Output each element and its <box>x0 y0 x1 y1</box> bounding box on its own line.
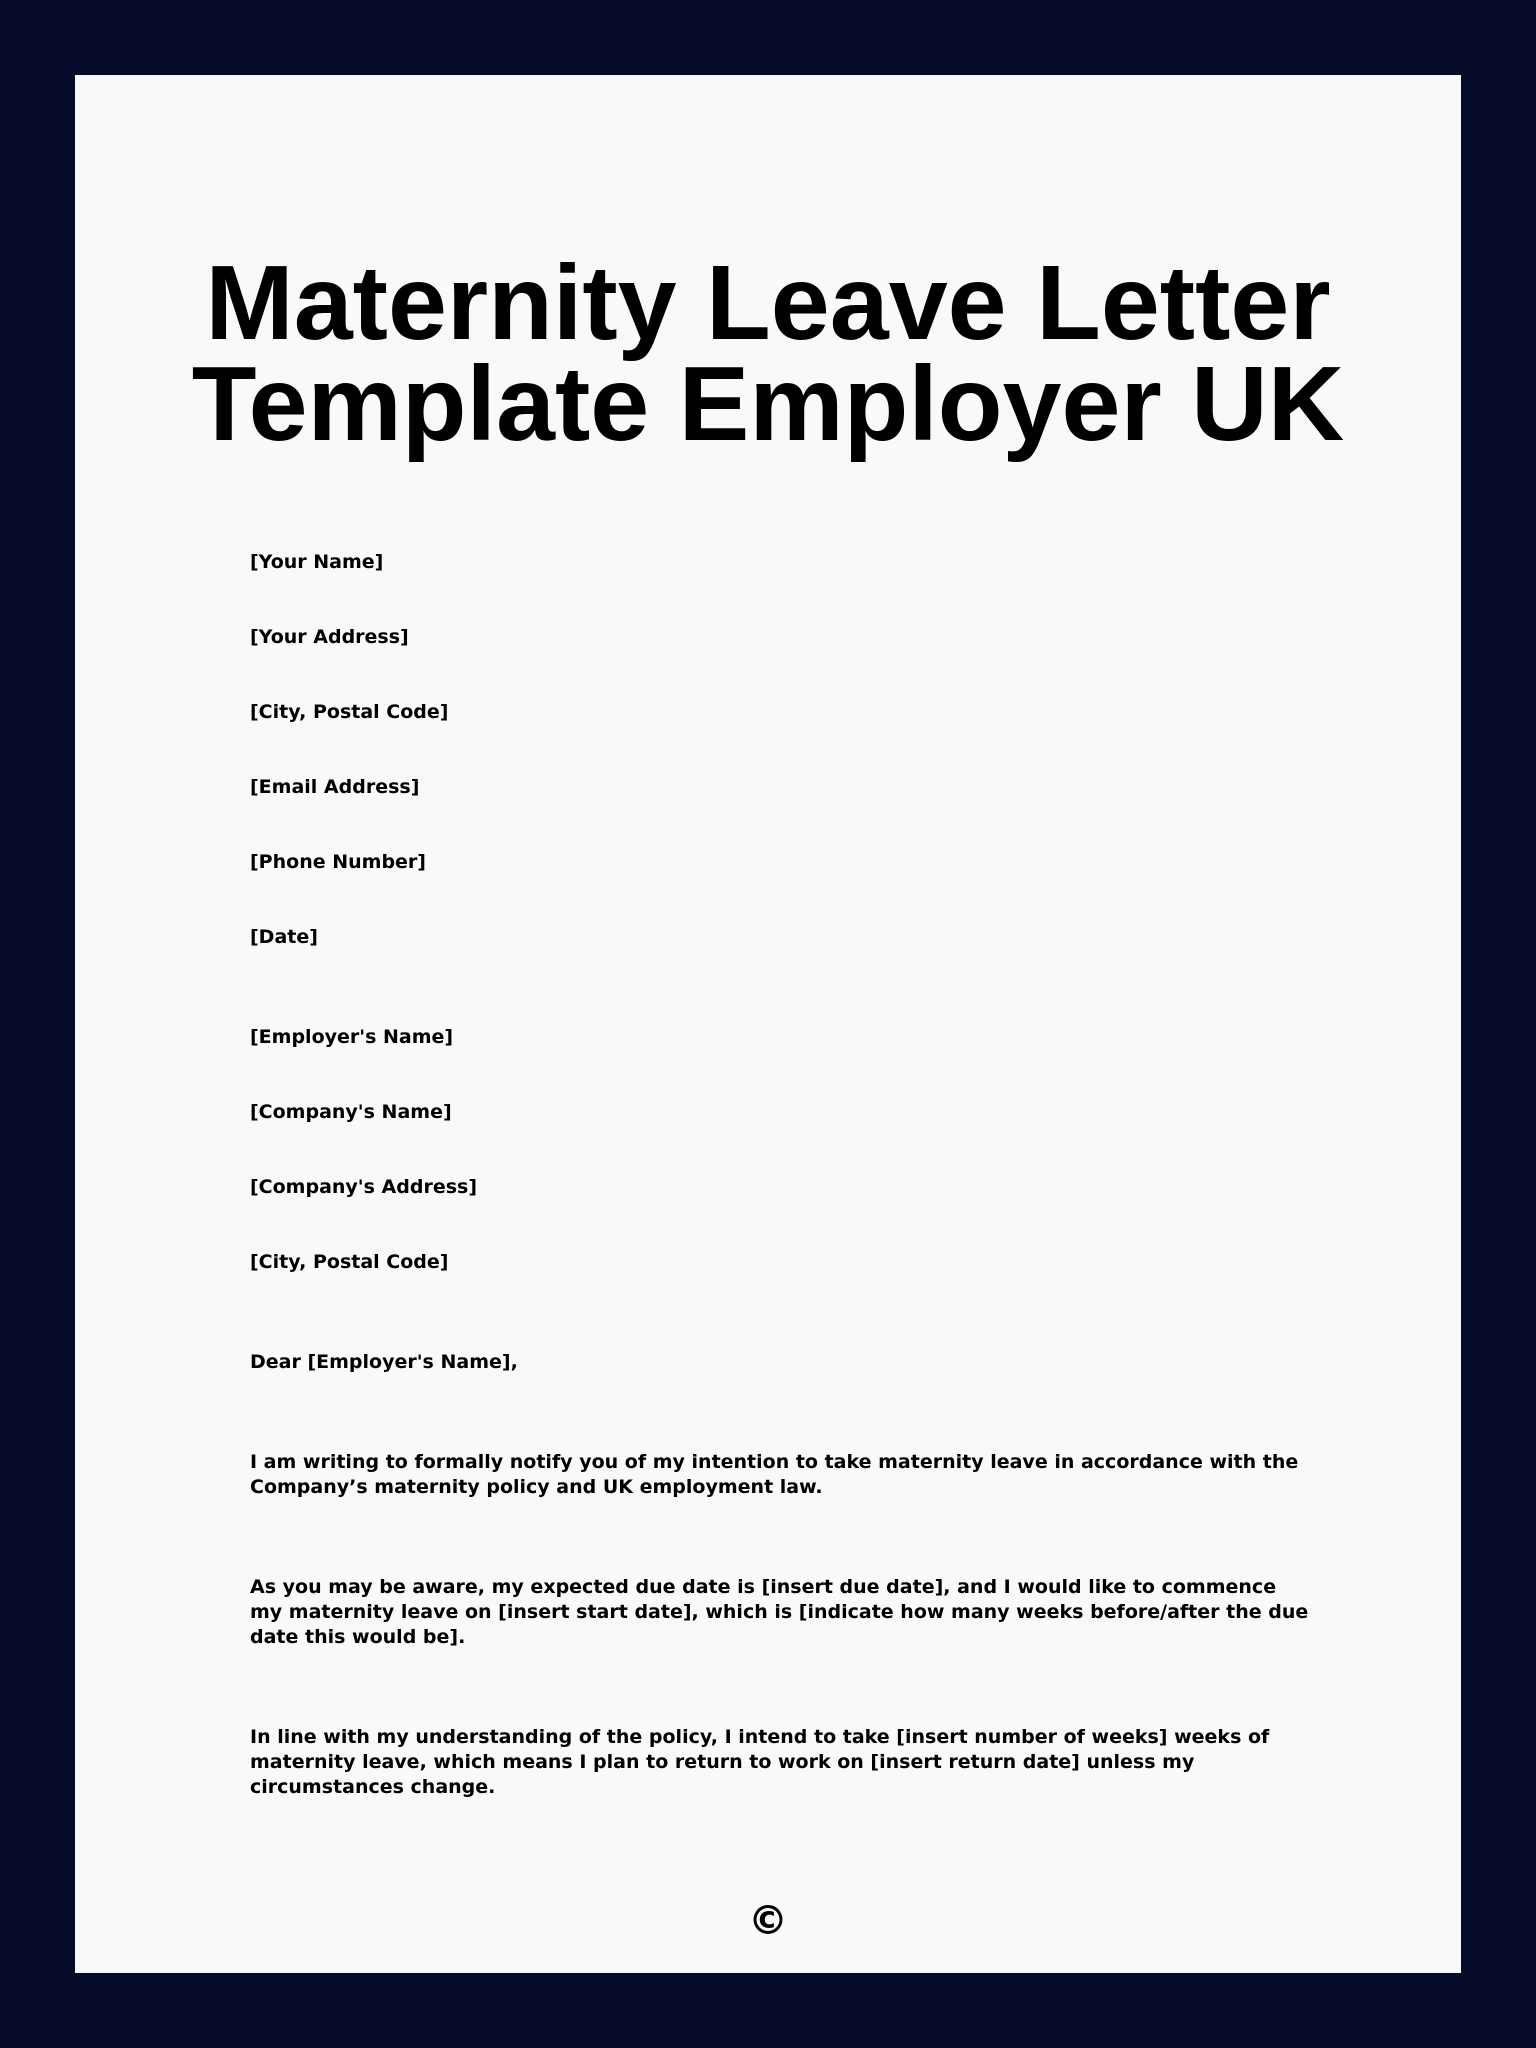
sender-address: [Your Address] <box>250 626 409 648</box>
sender-city-postal: [City, Postal Code] <box>250 701 449 723</box>
title-line-2: Template Employer UK <box>191 345 1345 463</box>
title-line-1: Maternity Leave Letter <box>205 244 1331 362</box>
letter-date: [Date] <box>250 926 318 948</box>
document-title <box>75 244 1461 463</box>
recipient-city-postal: [City, Postal Code] <box>250 1251 449 1273</box>
document-sheet <box>75 75 1461 1973</box>
recipient-company-address: [Company's Address] <box>250 1176 478 1198</box>
recipient-company-name: [Company's Name] <box>250 1101 452 1123</box>
body-paragraph-3: In line with my understanding of the policy, I intend to take [insert number of weeks] weeks of maternity leave, which means I plan to return to work on [insert return date] unless my circumstances change. <box>250 1726 1270 1798</box>
body-paragraph-1: I am writing to formally notify you of my intention to take maternity leave in accordance with the Company’s maternity policy and UK employment law. <box>250 1451 1299 1498</box>
sender-email: [Email Address] <box>250 776 420 798</box>
copyright-icon: © <box>748 1898 788 1944</box>
sender-name: [Your Name] <box>250 551 384 573</box>
sender-phone: [Phone Number] <box>250 851 426 873</box>
body-paragraph-2: As you may be aware, my expected due date is [insert due date], and I would like to commence my maternity leave on [insert start date], which is [indicate how many weeks before/after the due date this would be]. <box>250 1576 1309 1648</box>
salutation: Dear [Employer's Name], <box>250 1351 518 1373</box>
recipient-employer-name: [Employer's Name] <box>250 1026 454 1048</box>
